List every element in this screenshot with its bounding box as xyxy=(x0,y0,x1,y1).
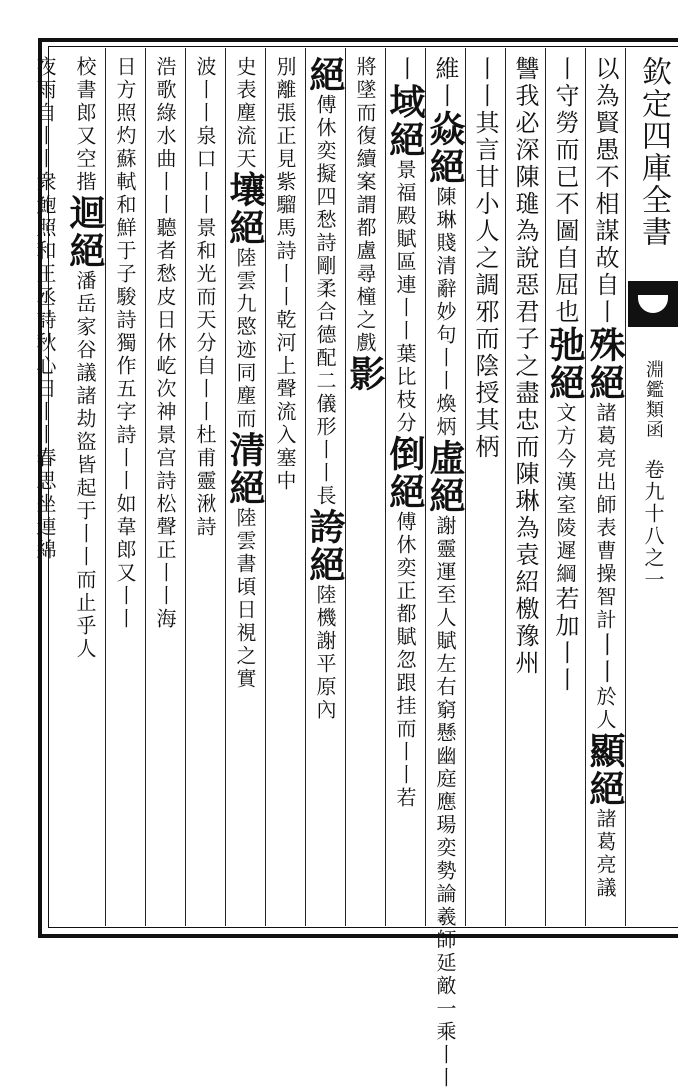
column-text: 史表塵流天 xyxy=(233,56,257,171)
column-text: 日方照灼蘇軾和鮮于子駿詩獨作五字詩丨丨如韋郎又丨丨 xyxy=(113,56,137,631)
collection-title: 淵鑑類函 xyxy=(643,360,664,440)
column-text: 陸雲書頃日視之實 xyxy=(233,507,257,691)
text-column-6 xyxy=(383,56,427,921)
fish-tail-ornament xyxy=(628,281,678,327)
column-text: 將墜而復續案謂都盧尋橦之戲 xyxy=(353,56,377,355)
column-text: 丨丨景和光而天分 xyxy=(193,171,217,355)
column-text: 讐我必深陳璡為說惡君子之盡忠而陳琳為袁紹檄豫州 xyxy=(511,56,539,677)
text-column-2 xyxy=(543,56,587,921)
column-text: 若加丨丨 xyxy=(551,586,579,694)
column-text: 校書郎又空揩 xyxy=(73,56,97,194)
column-text: 丨 xyxy=(591,299,619,326)
text-column-4 xyxy=(463,56,507,921)
column-text: 波丨丨泉口 xyxy=(193,56,217,171)
column-text: 潘岳家谷議諸劫盜皆起于丨丨而止乎人 xyxy=(73,270,97,661)
headword: 誇絕 xyxy=(304,508,346,584)
text-column-10 xyxy=(223,56,267,921)
column-text: 丨 xyxy=(431,83,459,110)
column-text: 浩歌綠水曲丨丨聽者愁皮日休屹次神景宫詩松聲正丨丨海 xyxy=(153,56,177,631)
column-text: 衆鮑照和王丞詩秋心日丨丨春思坐連綿 xyxy=(33,171,57,562)
column-text: 丨 xyxy=(391,56,419,83)
column-text: 丨丨 xyxy=(591,632,619,686)
headword: 清絕 xyxy=(224,431,266,507)
margin-column xyxy=(628,56,678,921)
column-text: 丨丨其言甘小人之調邪而陰授其柄 xyxy=(471,56,499,461)
text-column-1 xyxy=(583,56,627,921)
text-column-9 xyxy=(263,56,307,921)
column-text: 以為賢愚不相謀故自 xyxy=(591,56,619,299)
volume-label: 卷九十八之一 xyxy=(641,459,665,591)
text-column-5 xyxy=(423,56,467,1090)
headword: 顯絕 xyxy=(584,732,626,808)
text-column-7 xyxy=(343,56,387,921)
book-title: 欽定四庫全書 xyxy=(636,56,671,248)
column-text: 陳琳賤清辭妙句丨丨煥炳 xyxy=(433,186,457,439)
headword: 域絕 xyxy=(384,83,426,159)
column-text: 丨守勞而已不圖自屈也 xyxy=(551,56,579,326)
text-column-8 xyxy=(303,56,347,921)
column-text: 傅休奕正都賦忽跟挂而丨丨若 xyxy=(393,511,417,810)
text-column-15 xyxy=(23,56,67,921)
text-column-11 xyxy=(183,56,227,921)
column-text: 夜雨自丨丨 xyxy=(33,56,57,171)
column-text: 陸雲九愍迹同塵而 xyxy=(233,247,257,431)
headword: 影 xyxy=(344,355,386,393)
column-text: 維 xyxy=(431,56,459,83)
headword: 倒絕 xyxy=(384,435,426,511)
text-column-3 xyxy=(503,56,547,921)
headword: 焱絕 xyxy=(424,110,466,186)
column-text: 於人 xyxy=(593,686,617,732)
column-text: 文方今漢室陵遲綱 xyxy=(553,402,577,586)
column-text: 景福殿賦區連丨丨葉比枝分 xyxy=(393,159,417,435)
column-text: 別離張正見紫騮馬詩丨丨乾河上聲流入塞中 xyxy=(273,56,297,493)
column-text: 謝靈運至人賦左右窮懸幽庭 xyxy=(433,515,457,791)
column-text: 應瑒奕勢論羲師延敵一乘丨丨 xyxy=(433,791,457,1090)
headword: 殊絕 xyxy=(584,326,626,402)
column-text: 傅休奕擬四愁詩剛柔合德配二儀形丨丨長 xyxy=(313,94,337,508)
headword: 壤絕 xyxy=(224,171,266,247)
headword: 迴絕 xyxy=(64,194,106,270)
headword: 絕 xyxy=(304,56,346,94)
column-text: 陸機謝平原內 xyxy=(313,584,337,722)
headword: 虛絕 xyxy=(424,439,466,515)
text-column-12 xyxy=(143,56,187,921)
column-text: 諸葛亮出師表曹操智計 xyxy=(593,402,617,632)
text-column-13 xyxy=(103,56,147,921)
column-text: 自丨丨杜甫靈湫詩 xyxy=(193,355,217,539)
headword: 弛絕 xyxy=(544,326,586,402)
text-column-14 xyxy=(63,56,107,921)
column-text: 諸葛亮議 xyxy=(593,808,617,900)
